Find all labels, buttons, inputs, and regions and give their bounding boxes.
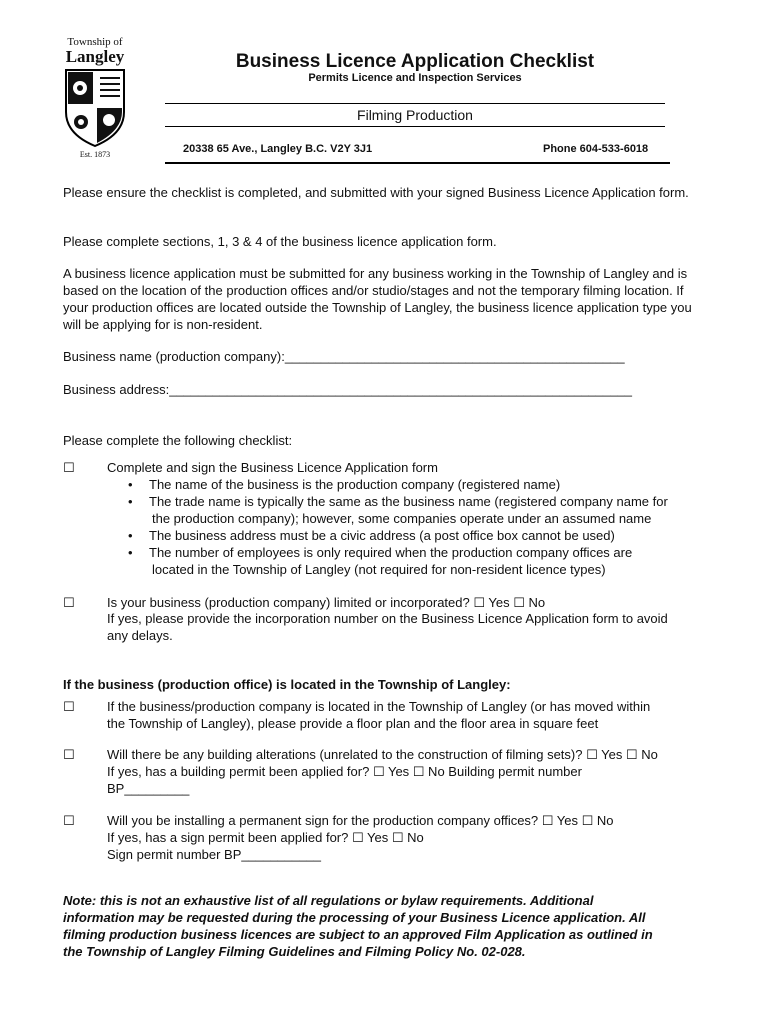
business-address-field[interactable]: Business address:________________________________________________________________ xyxy=(63,382,632,397)
intro-paragraph-1: Please ensure the checklist is completed, and submitted with your signed Business Licence Application form. xyxy=(63,185,689,200)
building-permit-number-field[interactable]: BP_________ xyxy=(107,781,190,796)
note-line: filming production business licences are subject to an approved Film Application as outlined in xyxy=(63,927,653,942)
bullet-text: the production company); however, some companies operate under an assumed name xyxy=(152,511,652,526)
checkbox-floor-plan[interactable]: ☐ xyxy=(63,699,75,714)
office-phone: Phone 604-533-6018 xyxy=(543,143,649,155)
checklist-item-sign-form: Complete and sign the Business Licence Application form xyxy=(107,460,438,475)
township-logo xyxy=(58,36,132,162)
checklist-item-sign-permit[interactable]: If yes, has a sign permit been applied for? ☐ Yes ☐ No xyxy=(107,830,424,845)
logo-line1: Township of xyxy=(67,36,123,48)
intro-paragraph-3: A business licence application must be submitted for any business working in the Township of Langley and is based on the location of the production offices and/or studio/stages and not the temporary filming location. If your production offices are located outside the Township of Langley, the business licence application type you will be applying for is non-resident. xyxy=(63,266,692,332)
checklist-item-building-alterations[interactable]: Will there be any building alterations (unrelated to the construction of filming sets)? ☐ Yes ☐ No xyxy=(107,747,658,762)
checklist-item-permanent-sign[interactable]: Will you be installing a permanent sign for the production company offices? ☐ Yes ☐ No xyxy=(107,813,614,828)
sign-permit-number-field[interactable]: Sign permit number BP___________ xyxy=(107,847,321,862)
document-title: Business Licence Application Checklist xyxy=(235,51,595,72)
bullet-text: The trade name is typically the same as the business name (registered company name for xyxy=(149,494,668,509)
bullet-icon: • xyxy=(128,528,133,543)
note-line: Note: this is not an exhaustive list of all regulations or bylaw requirements. Additional xyxy=(63,893,594,908)
office-address: 20338 65 Ave., Langley B.C. V2Y 3J1 xyxy=(183,143,373,155)
bullet-text: The business address must be a civic address (a post office box cannot be used) xyxy=(149,528,615,543)
logo-line2: Langley xyxy=(65,47,125,66)
checkbox-permanent-sign[interactable]: ☐ xyxy=(63,813,75,828)
bullet-text: located in the Township of Langley (not required for non-resident licence types) xyxy=(152,562,606,577)
township-section-heading: If the business (production office) is located in the Township of Langley: xyxy=(63,677,511,692)
document-subtitle: Permits Licence and Inspection Services xyxy=(308,72,522,84)
business-name-field[interactable]: Business name (production company):_______________________________________________ xyxy=(63,349,625,364)
logo-est: Est. 1873 xyxy=(79,150,111,159)
checklist-item-incorporated[interactable]: Is your business (production company) limited or incorporated? ☐ Yes ☐ No xyxy=(107,595,546,610)
checklist-item-incorporated-note: If yes, please provide the incorporation number on the Business Licence Application form to avoid xyxy=(107,611,668,626)
checkbox-building-alterations[interactable]: ☐ xyxy=(63,747,75,762)
checkbox-sign-form[interactable]: ☐ xyxy=(63,460,75,475)
bullet-icon: • xyxy=(128,494,133,509)
checklist-item-building-permit[interactable]: If yes, has a building permit been applied for? ☐ Yes ☐ No Building permit number xyxy=(107,764,582,779)
header-rule-bottom xyxy=(165,162,670,164)
bullet-text: The number of employees is only required when the production company offices are xyxy=(149,545,633,560)
form-type: Filming Production xyxy=(357,107,473,123)
header-rule-middle xyxy=(165,126,665,127)
bullet-icon: • xyxy=(128,477,133,492)
note-line: the Township of Langley Filming Guidelines and Filming Policy No. 02-028. xyxy=(63,944,526,959)
bullet-text: The name of the business is the production company (registered name) xyxy=(149,477,561,492)
bullet-icon: • xyxy=(128,545,133,560)
checkbox-incorporated[interactable]: ☐ xyxy=(63,595,75,610)
header-rule-top xyxy=(165,103,665,104)
note-line: information may be requested during the processing of your Business Licence application. All xyxy=(63,910,646,925)
intro-paragraph-2: Please complete sections, 1, 3 & 4 of the business licence application form. xyxy=(63,234,497,249)
checklist-intro: Please complete the following checklist: xyxy=(63,433,293,448)
checklist-item-floor-plan: If the business/production company is located in the Township of Langley (or has moved within xyxy=(107,699,651,714)
checklist-item-incorporated-note: any delays. xyxy=(107,628,173,643)
township-crest-icon xyxy=(64,68,126,148)
checklist-item-floor-plan: the Township of Langley), please provide a floor plan and the floor area in square feet xyxy=(107,716,599,731)
